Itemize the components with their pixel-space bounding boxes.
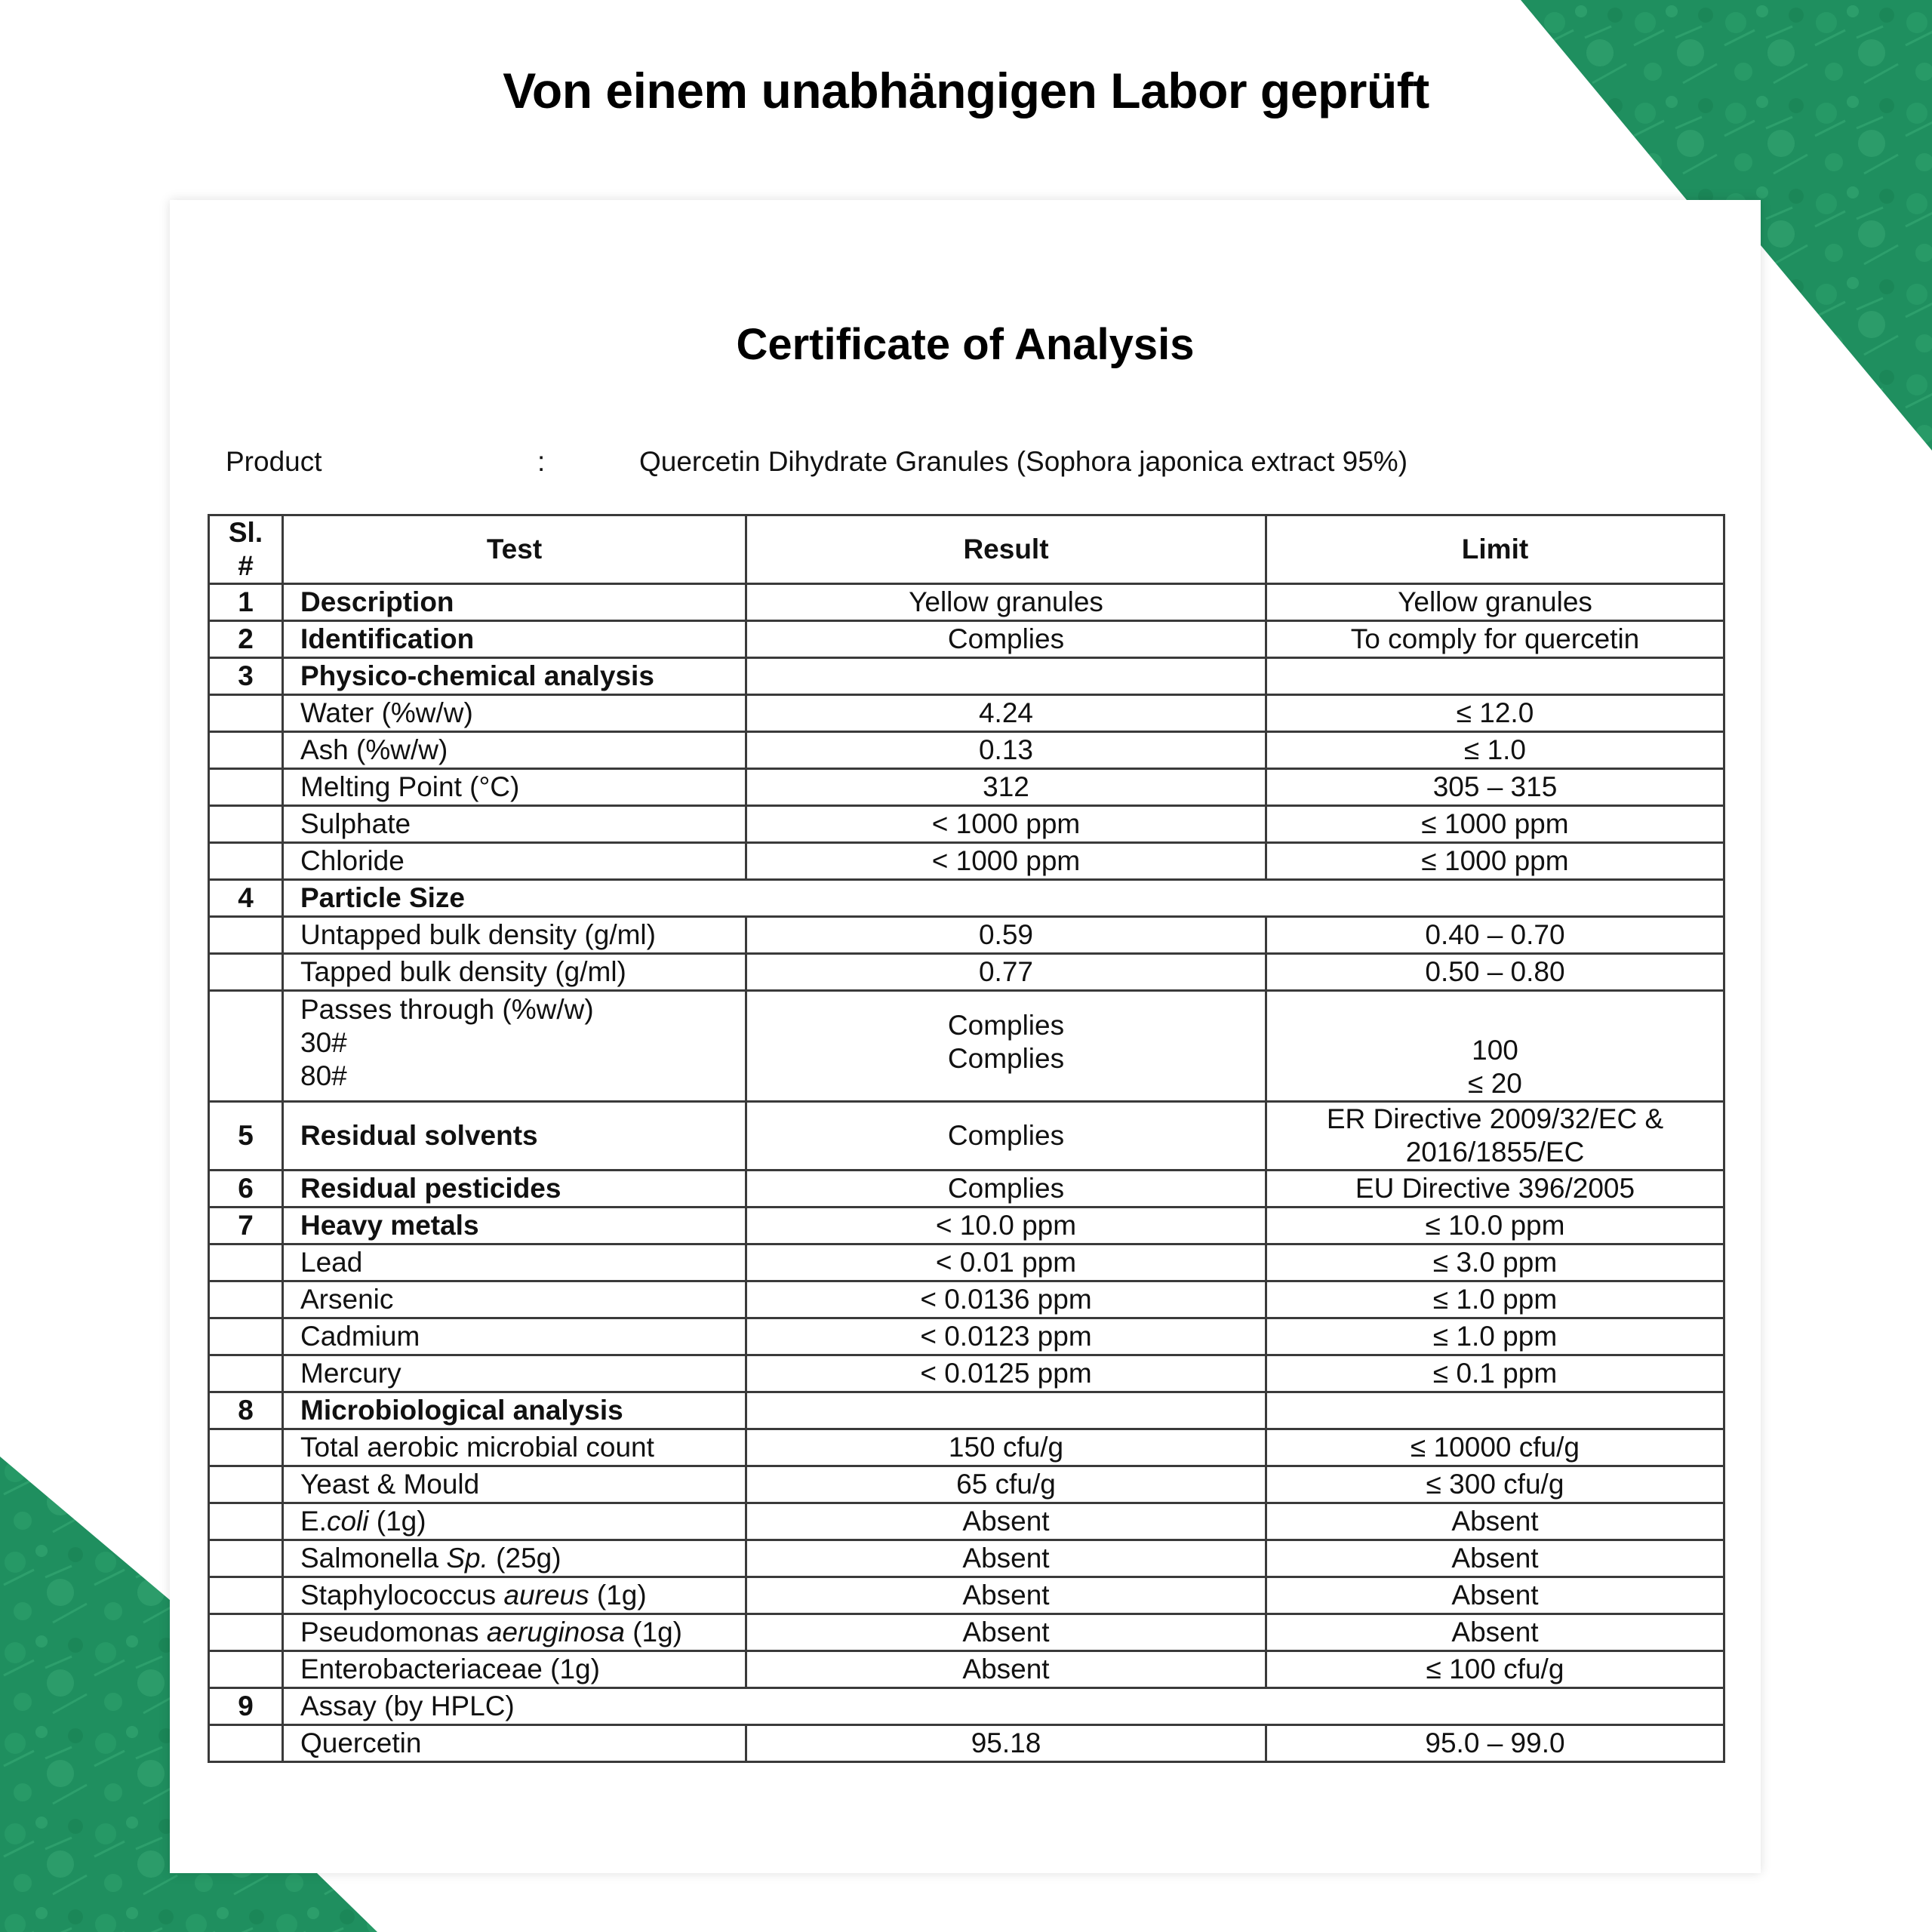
row-result: 95.18 [746, 1725, 1266, 1762]
row-result: 0.59 [746, 917, 1266, 954]
row-sl [209, 695, 283, 732]
table-row [209, 1244, 1724, 1281]
row-result: < 0.0136 ppm [746, 1281, 1266, 1318]
row-limit: 100 ≤ 20 [1266, 991, 1724, 1102]
header-result: Result [746, 515, 1266, 584]
table-row [209, 1208, 1724, 1244]
row-limit: ≤ 0.1 ppm [1266, 1355, 1724, 1392]
table-row [209, 732, 1724, 769]
row-test: Yeast & Mould [283, 1466, 746, 1503]
row-result: < 0.0123 ppm [746, 1318, 1266, 1355]
row-limit: ≤ 10.0 ppm [1266, 1208, 1724, 1244]
row-limit: To comply for quercetin [1266, 621, 1724, 658]
table-row [209, 1318, 1724, 1355]
row-limit: Absent [1266, 1614, 1724, 1651]
row-sl: 6 [209, 1171, 283, 1208]
row-test: Chloride [283, 843, 746, 880]
row-sl [209, 1355, 283, 1392]
row-limit: 0.50 – 0.80 [1266, 954, 1724, 991]
table-section-row [209, 1688, 1724, 1725]
table-row [209, 1171, 1724, 1208]
header-test: Test [283, 515, 746, 584]
row-test: Pseudomonas aeruginosa (1g) [283, 1614, 746, 1651]
row-result: < 0.01 ppm [746, 1244, 1266, 1281]
row-test: Heavy metals [283, 1208, 746, 1244]
header-limit: Limit [1266, 515, 1724, 584]
row-limit: ER Directive 2009/32/EC & 2016/1855/EC [1266, 1102, 1724, 1171]
row-result: Complies [746, 621, 1266, 658]
row-limit: ≤ 100 cfu/g [1266, 1651, 1724, 1688]
row-test: Water (%w/w) [283, 695, 746, 732]
row-sl [209, 917, 283, 954]
table-row [209, 843, 1724, 880]
row-sl: 1 [209, 584, 283, 621]
row-result: Absent [746, 1540, 1266, 1577]
row-sl [209, 806, 283, 843]
row-sl [209, 769, 283, 806]
row-test: Ash (%w/w) [283, 732, 746, 769]
row-limit: Absent [1266, 1540, 1724, 1577]
row-sl: 5 [209, 1102, 283, 1171]
row-test: Sulphate [283, 806, 746, 843]
table-row [209, 1614, 1724, 1651]
row-limit: ≤ 1000 ppm [1266, 843, 1724, 880]
table-row [209, 991, 1724, 1102]
row-sl [209, 1614, 283, 1651]
row-limit: 0.40 – 0.70 [1266, 917, 1724, 954]
table-row [209, 1466, 1724, 1503]
row-result: Complies [746, 1171, 1266, 1208]
row-sl [209, 1577, 283, 1614]
row-limit: ≤ 1.0 [1266, 732, 1724, 769]
row-test: Residual solvents [283, 1102, 746, 1171]
row-sl [209, 991, 283, 1102]
row-test: Untapped bulk density (g/ml) [283, 917, 746, 954]
row-limit: Yellow granules [1266, 584, 1724, 621]
row-limit: EU Directive 396/2005 [1266, 1171, 1724, 1208]
table-row [209, 1651, 1724, 1688]
table-row [209, 769, 1724, 806]
row-sl [209, 1503, 283, 1540]
row-sl [209, 1466, 283, 1503]
row-result: 65 cfu/g [746, 1466, 1266, 1503]
row-limit: ≤ 1000 ppm [1266, 806, 1724, 843]
row-limit: 95.0 – 99.0 [1266, 1725, 1724, 1762]
row-sl [209, 1540, 283, 1577]
row-result: 0.13 [746, 732, 1266, 769]
row-test: Quercetin [283, 1725, 746, 1762]
table-section-row [209, 1392, 1724, 1429]
row-limit: Absent [1266, 1503, 1724, 1540]
table-section-row [209, 880, 1724, 917]
row-limit: ≤ 1.0 ppm [1266, 1281, 1724, 1318]
row-test: E.coli (1g) [283, 1503, 746, 1540]
row-result: 4.24 [746, 695, 1266, 732]
row-test: Identification [283, 621, 746, 658]
table-row [209, 621, 1724, 658]
row-sl [209, 1318, 283, 1355]
row-result: Yellow granules [746, 584, 1266, 621]
table-row [209, 917, 1724, 954]
table-row [209, 1102, 1724, 1171]
table-row [209, 584, 1724, 621]
row-sl [209, 732, 283, 769]
row-test: Staphylococcus aureus (1g) [283, 1577, 746, 1614]
page-headline: Von einem unabhängigen Labor geprüft [503, 63, 1429, 118]
row-result: 150 cfu/g [746, 1429, 1266, 1466]
row-result [746, 658, 1266, 695]
row-limit: ≤ 3.0 ppm [1266, 1244, 1724, 1281]
row-test: Cadmium [283, 1318, 746, 1355]
row-test: Residual pesticides [283, 1171, 746, 1208]
row-sl [209, 1244, 283, 1281]
row-sl: 8 [209, 1392, 283, 1429]
table-row [209, 695, 1724, 732]
row-test: Melting Point (°C) [283, 769, 746, 806]
table-row [209, 1281, 1724, 1318]
table-section-row [209, 658, 1724, 695]
row-result: < 10.0 ppm [746, 1208, 1266, 1244]
row-test: Tapped bulk density (g/ml) [283, 954, 746, 991]
row-limit: ≤ 1.0 ppm [1266, 1318, 1724, 1355]
row-sl [209, 1429, 283, 1466]
row-test: Particle Size [283, 880, 1724, 917]
table-row [209, 1725, 1724, 1762]
document-title: Certificate of Analysis [736, 320, 1195, 369]
row-test: Lead [283, 1244, 746, 1281]
row-sl: 7 [209, 1208, 283, 1244]
analysis-table [208, 514, 1725, 1763]
row-test: Total aerobic microbial count [283, 1429, 746, 1466]
row-result: Absent [746, 1577, 1266, 1614]
row-sl: 3 [209, 658, 283, 695]
row-sl [209, 1281, 283, 1318]
row-limit: 305 – 315 [1266, 769, 1724, 806]
table-header-row [209, 515, 1724, 584]
row-sl: 2 [209, 621, 283, 658]
header-sl: Sl. # [209, 515, 283, 584]
row-test: Description [283, 584, 746, 621]
row-limit [1266, 1392, 1724, 1429]
row-limit [1266, 658, 1724, 695]
row-result: Absent [746, 1614, 1266, 1651]
row-result: Complies Complies [746, 991, 1266, 1102]
row-sl [209, 954, 283, 991]
row-result: 312 [746, 769, 1266, 806]
row-limit: ≤ 300 cfu/g [1266, 1466, 1724, 1503]
row-result: Absent [746, 1503, 1266, 1540]
row-result: < 1000 ppm [746, 806, 1266, 843]
row-result: < 0.0125 ppm [746, 1355, 1266, 1392]
row-sl [209, 843, 283, 880]
product-label: Product [226, 446, 322, 477]
row-limit: ≤ 10000 cfu/g [1266, 1429, 1724, 1466]
row-result: < 1000 ppm [746, 843, 1266, 880]
row-test: Passes through (%w/w) 30# 80# [283, 991, 746, 1102]
row-sl [209, 1651, 283, 1688]
table-row [209, 1429, 1724, 1466]
row-test: Salmonella Sp. (25g) [283, 1540, 746, 1577]
table-row [209, 1540, 1724, 1577]
certificate-card [170, 200, 1761, 1873]
row-result: Absent [746, 1651, 1266, 1688]
table-row [209, 1355, 1724, 1392]
row-sl: 9 [209, 1688, 283, 1725]
row-test: Mercury [283, 1355, 746, 1392]
row-test: Enterobacteriaceae (1g) [283, 1651, 746, 1688]
table-row [209, 954, 1724, 991]
row-limit: Absent [1266, 1577, 1724, 1614]
table-row [209, 1577, 1724, 1614]
product-value: Quercetin Dihydrate Granules (Sophora japonica extract 95%) [639, 446, 1408, 477]
row-sl: 4 [209, 880, 283, 917]
row-result [746, 1392, 1266, 1429]
table-row [209, 1503, 1724, 1540]
row-limit: ≤ 12.0 [1266, 695, 1724, 732]
product-separator: : [537, 446, 546, 477]
row-result: 0.77 [746, 954, 1266, 991]
row-result: Complies [746, 1102, 1266, 1171]
row-sl [209, 1725, 283, 1762]
table-row [209, 806, 1724, 843]
row-test: Assay (by HPLC) [283, 1688, 1724, 1725]
row-test: Microbiological analysis [283, 1392, 746, 1429]
row-test: Arsenic [283, 1281, 746, 1318]
row-test: Physico-chemical analysis [283, 658, 746, 695]
